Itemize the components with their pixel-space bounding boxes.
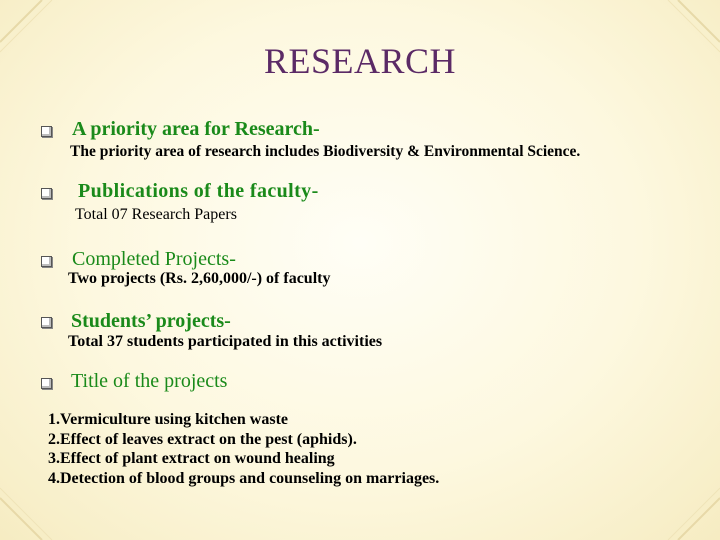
list-item: 1.Vermiculture using kitchen waste [48, 411, 288, 428]
section-heading-priority-area: A priority area for Research- [72, 118, 320, 140]
checkbox-bullet-icon [41, 317, 52, 328]
list-item: 4.Detection of blood groups and counseling on marriages. [48, 469, 440, 487]
section-heading-title-of-projects: Title of the projects [71, 370, 228, 392]
section-detail-students-projects: Total 37 students participated in this activities [68, 333, 383, 350]
corner-decoration-bottom-left [0, 480, 60, 540]
list-item: 3.Effect of plant extract on wound healing [48, 450, 335, 467]
checkbox-bullet-icon [41, 256, 52, 267]
section-heading-students-projects: Students’ projects- [71, 310, 231, 332]
corner-decoration-bottom-right [660, 480, 720, 540]
section-heading-completed-projects: Completed Projects- [72, 248, 236, 270]
checkbox-bullet-icon [41, 378, 52, 389]
projects-list [48, 410, 439, 488]
section-heading-publications: Publications of the faculty- [78, 180, 319, 202]
list-item: 2.Effect of leaves extract on the pest (aphids). [48, 430, 357, 448]
page-title: RESEARCH [263, 41, 457, 81]
section-detail-completed-projects: Two projects (Rs. 2,60,000/-) of faculty [68, 270, 331, 287]
section-detail-publications: Total 07 Research Papers [75, 206, 237, 223]
section-detail-priority-area: The priority area of research includes Biodiversity & Environmental Science. [70, 143, 581, 160]
checkbox-bullet-icon [41, 188, 52, 199]
checkbox-bullet-icon [41, 126, 52, 137]
